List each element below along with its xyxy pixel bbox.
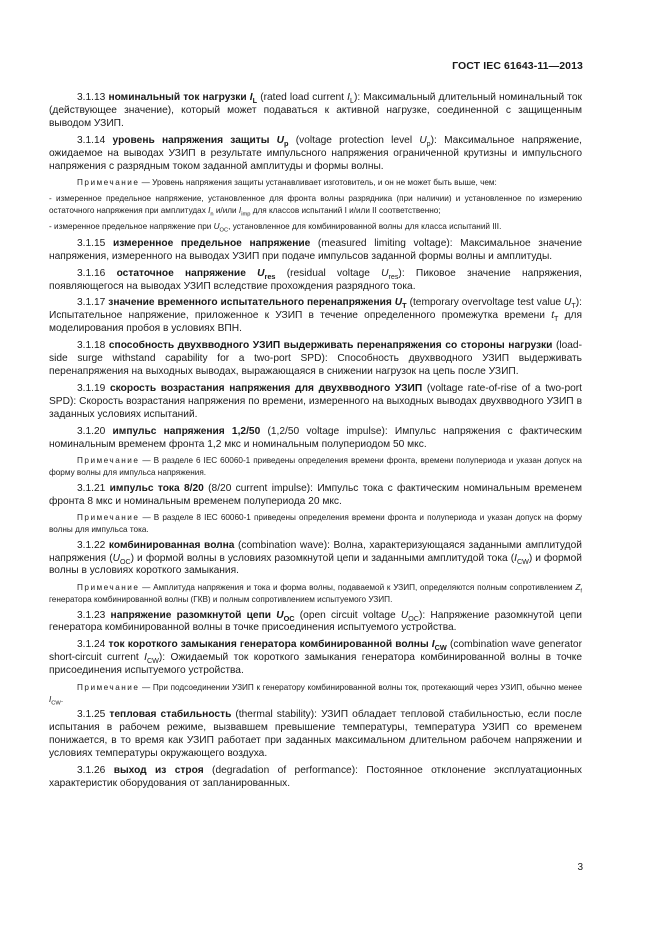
section-3-1-22: 3.1.22 комбинированная волна (combination wave): Волна, характеризующаяся заданными амплитудой напряжения $(U_{OC})$ и формой волны в условиях разомкнутой цепи и заданными амплитудой тока $(I_{CW})$ и формой волны в условиях короткого замыкания. [49, 539, 582, 577]
note-2: Примечание — В разделе 6 IEC 60060-1 приведены определения времени фронта, времени полупериода и указан допуск на форму волны для импульса напряжения. [49, 456, 582, 477]
section-3-1-26: 3.1.26 выход из строя (degradation of performance): Постоянное отклонение эксплуатационных характеристик оборудования от запланированных. [49, 764, 583, 789]
term: номинальный ток нагрузки $I_L$ [108, 92, 258, 106]
note-5: Примечание — При подсоединении УЗИП к генератору комбинированной волны ток, протекающий через УЗИП, обычно менее $I_{CW}$. [49, 683, 582, 707]
section-3-1-23: 3.1.23 напряжение разомкнутой цепи $U_{OC}$ (open circuit voltage $U_{OC}$): Напряжение разомкнутой цепи генератора комбинированной волны в точке присоединения испытуемого устройства. [49, 609, 582, 634]
section-3-1-14: 3.1.14 уровень напряжения защиты $U_p$ (voltage protection level $U_p$): Максимальное напряжение, ожидаемое на выводах УЗИП в результате импульсного напряжения ограниченной крутизны и импульсного напряжения с разрядным током заданной амплитуды и формы волны. [49, 134, 582, 172]
section-3-1-19: 3.1.19 скорость возрастания напряжения для двухвводного УЗИП (voltage rate-of-rise of a two-port SPD): Скорость возрастания напряжения по времени, измеренного на выходных выводах двухвводного УЗИП в заданных условиях испытаний. [49, 382, 582, 420]
note-4: Примечание — Амплитуда напряжения и тока и форма волны, подаваемой к УЗИП, определяются полным сопротивлением $Z_f$ генератора комбинированной волны (ГКВ) и полным сопротивлением испытуемого УЗИП. [49, 583, 582, 604]
term: уровень напряжения защиты $U_p$ [112, 134, 289, 148]
note-1-item-2: - измеренное предельное напряжение при $U_{OC}$, установленное для комбинированной волны для класса испытаний III. [49, 222, 502, 234]
section-3-1-24: 3.1.24 ток короткого замыкания генератора комбинированной волны $I_{CW}$ (combination wave generator short-circuit current $I_{CW}$): Ожидаемый ток короткого замыкания генератора комбинированной волны в точке присоединения испытуемого устройства. [49, 639, 582, 677]
section-3-1-25: 3.1.25 тепловая стабильность (thermal stability): УЗИП обладает тепловой стабильностью, если после испытания в рабочем режиме, вызвавшем превышение температуры, температура УЗИП со временем понижается, в то время как УЗИП работает при заданных максимальном длительном рабочем напряжении и условиях температуры окружающего воздуха. [49, 709, 582, 759]
note-1: Примечание — Уровень напряжения защиты устанавливает изготовитель, и он не может быть выше, чем: [77, 178, 497, 188]
section-3-1-16: 3.1.16 остаточное напряжение $U_{res}$ (residual voltage $U_{res}$): Пиковое значение напряжения, появляющегося на выводах УЗИП вследствие прохождения разрядного тока. [49, 267, 582, 292]
section-3-1-15: 3.1.15 измеренное предельное напряжение (measured limiting voltage): Максимальное значение напряжения, измеренного на выводах УЗИП при подаче импульсов заданной формы волны и амплитуды. [49, 237, 582, 262]
section-3-1-21: 3.1.21 импульс тока 8/20 (8/20 current impulse): Импульс тока с фактическим номинальным временем фронта 8 мкс и номинальным временем полупериода 20 мкс. [49, 482, 582, 507]
section-3-1-17: 3.1.17 значение временного испытательного перенапряжения $U_T$ (temporary overvoltage test value $U_T$): Испытательное напряжение, приложенное к УЗИП в течение определенного промежутка времени $t_T$ для моделирования пробоя в условиях ВПН. [49, 297, 582, 335]
note-1-item-1: - измеренное предельное напряжение, установленное для фронта волны разрядника (при наличии) и установленное по измерению остаточного напряжения при амплитудах $I_n$ и/или $I_{imp}$ для классов испытаний I и/или II соответственно; [49, 194, 582, 218]
page-content [49, 92, 582, 795]
document-header: ГОСТ IEC 61643-11—2013 [452, 60, 583, 72]
section-number: 3.1.13 [77, 92, 106, 103]
note-3: Примечание — В разделе 8 IEC 60060-1 приведены определения времени фронта и полупериода и указан допуск на форму волны для импульса тока. [49, 513, 582, 534]
section-3-1-20: 3.1.20 импульс напряжения 1,2/50 (1,2/50 voltage impulse): Импульс напряжения с фактическим номинальным временем фронта 1,2 мкс и номинальным полупериодом 50 мкс. [49, 425, 582, 450]
note-label: Примечание [77, 178, 140, 188]
page-number: 3 [577, 862, 583, 873]
section-3-1-13: 3.1.13 номинальный ток нагрузки $I_L$ (rated load current $I_L$): Максимальный длительный номинальный ток (действующее значение), который может подаваться к активной нагрузке, соединенной с защищенным выводом УЗИП. [49, 92, 582, 129]
section-3-1-18: 3.1.18 способность двухвводного УЗИП выдерживать перенапряжения со стороны нагрузки (load-side surge withstand capability for a two-port SPD): Способность двухвводного УЗИП выдерживать перенапряжения на выходных выводах, выражающаяся в снижении нагрузок на цепь после УЗИП. [49, 340, 582, 377]
